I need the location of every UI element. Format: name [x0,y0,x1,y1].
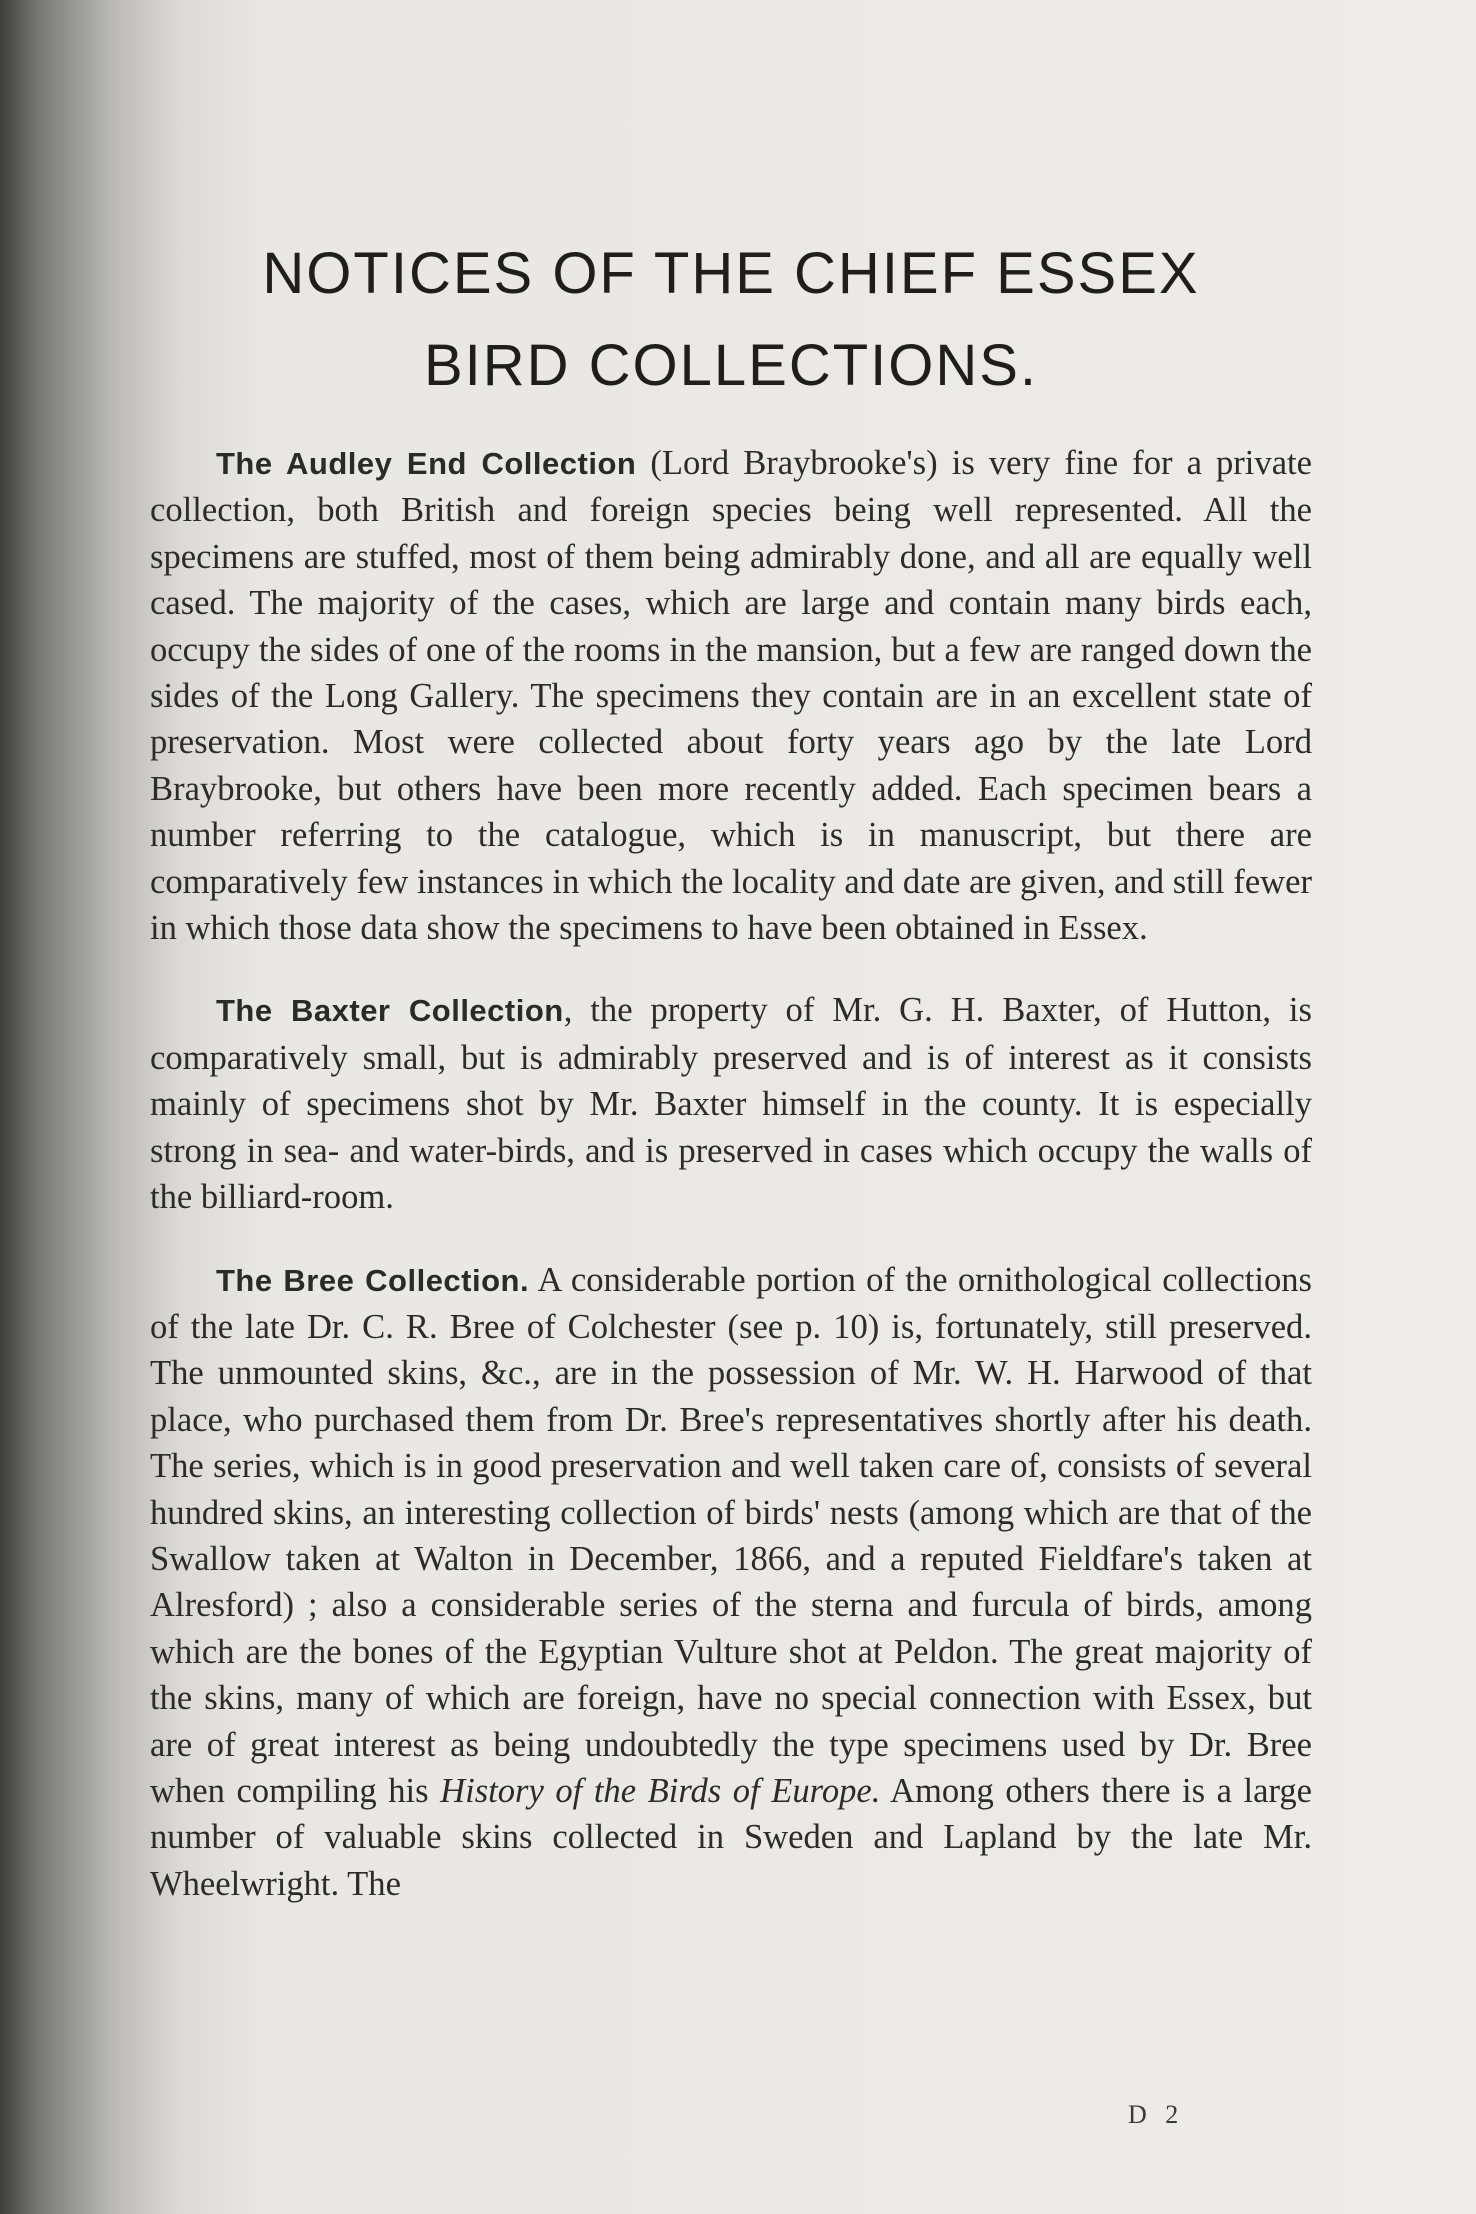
paragraph-heading: The Baxter Collection [216,993,564,1029]
paragraph-text: , the property of Mr. G. H. Baxter, of Hutton, is comparatively small, but is admirably preserved and is of interest as it consists mainly of specimens shot by Mr. Baxter himself in the county. It is especially strong in sea- and water-birds, and is preserved in cases which occupy the walls of the billiard-room. [150,991,1312,1217]
paragraph-text-continued: Among others there is a large number of valuable skins collected in Sweden and Lapland by the late Mr. Wheelwright. The [150,1771,1312,1903]
paragraph-text: (Lord Braybrooke's) is very fine for a private collection, both British and foreign species being well represented. All the specimens are stuffed, most of them being admirably done, and all are equally well cased. The majority of the cases, which are large and contain many birds each, occupy the sides of one of the rooms in the mansion, but a few are ranged down the sides of the Long Gallery. The specimens they contain are in an excellent state of preservation. Most were collected about forty years ago by the late Lord Braybrooke, but others have been more recently added. Each specimen bears a number referring to the catalogue, which is in manuscript, but there are comparatively few instances in which the locality and date are given, and still fewer in which those data show the specimens to have been obtained in Essex. [150,444,1312,948]
title-line-1: NOTICES OF THE CHIEF ESSEX [262,241,1200,306]
paragraph-audley-end [150,440,1312,951]
book-title-italic: History of the Birds of Europe. [440,1771,881,1810]
page-content [150,228,1312,1943]
signature-mark: D 2 [1128,2100,1185,2129]
paragraph-heading: The Bree Collection. [216,1262,530,1298]
paragraph-baxter [150,987,1312,1220]
paragraph-text: A considerable portion of the ornithological collections of the late Dr. C. R. Bree of Colchester (see p. 10) is, fortunately, still preserved. The unmounted skins, &c., are in the possession of Mr. W. H. Harwood of that place, who purchased them from Dr. Bree's representatives shortly after his death. The series, which is in good preservation and well taken care of, consists of several hundred skins, an interesting collection of birds' nests (among which are that of the Swallow taken at Walton in December, 1866, and a reputed Fieldfare's taken at Alresford) ; also a considerable series of the sterna and furcula of birds, among which are the bones of the Egyptian Vulture shot at Peldon. The great majority of the skins, many of which are foreign, have no special connection with Essex, but are of great interest as being undoubtedly the type specimens used by Dr. Bree when compiling his [150,1260,1312,1810]
paragraph-heading: The Audley End Collection [216,446,637,481]
title-line-2: BIRD COLLECTIONS. [423,333,1039,398]
page-title [150,228,1312,412]
paragraph-bree [150,1257,1312,1908]
